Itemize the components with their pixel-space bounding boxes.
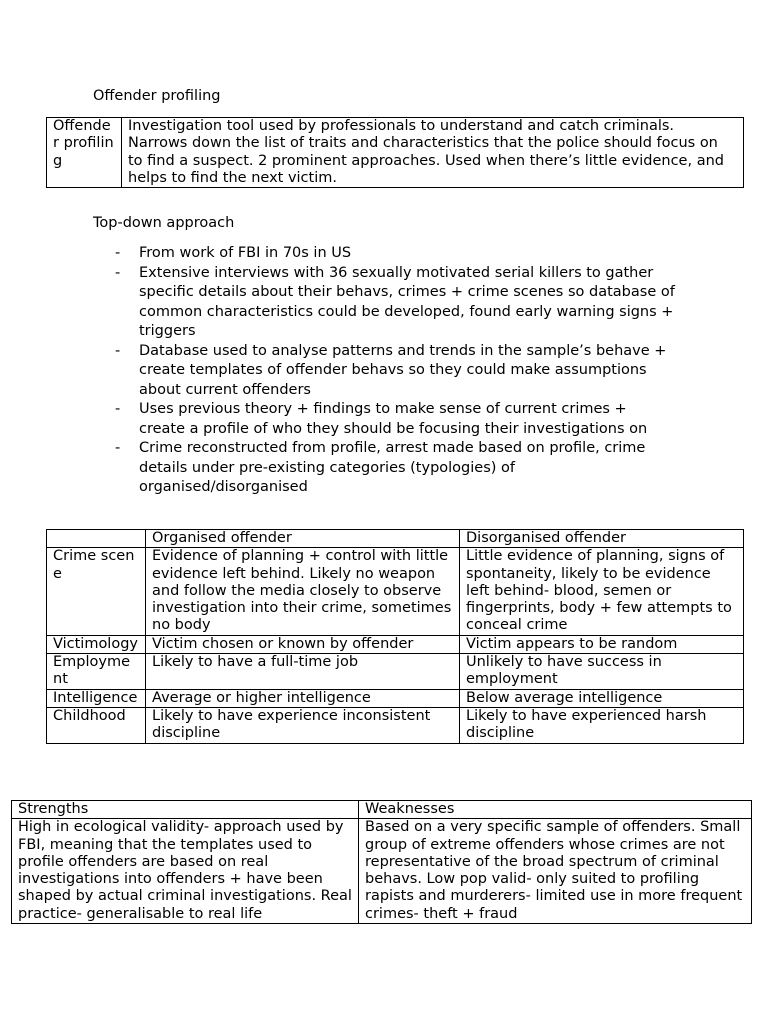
table-row: [47, 635, 744, 653]
table-row: [47, 118, 744, 188]
list-item: [115, 342, 675, 401]
bullet-text: Database used to analyse patterns and trends in the sample’s behave + create templates of offender behavs so they could make assumptions about current offenders: [139, 342, 667, 398]
definition-text: Investigation tool used by professionals to understand and catch criminals. Narrows down the list of traits and characteristics that the police should focus on to find a suspect. 2 prominent approaches. Used when there’s little evidence, and helps to find the next victim.: [122, 118, 744, 188]
disorganised-cell: Unlikely to have success in employment: [460, 654, 744, 690]
definition-table: [46, 117, 744, 188]
table-row: [47, 548, 744, 635]
table-row: [47, 689, 744, 707]
organised-cell: Likely to have experience inconsistent discipline: [146, 707, 460, 743]
row-label: Employment: [47, 654, 146, 690]
weaknesses-cell: Based on a very specific sample of offenders. Small group of extreme offenders whose crimes are not representative of the broad spectrum of criminal behavs. Low pop valid- only suited to profiling rapists and murderers- limited use in more frequent crimes- theft + fraud: [359, 819, 752, 924]
row-label: Crime scene: [47, 548, 146, 635]
organised-cell: Evidence of planning + control with little evidence left behind. Likely no weapon and follow the media closely to observe investigation into their crime, sometimes no body: [146, 548, 460, 635]
strengths-cell: High in ecological validity- approach used by FBI, meaning that the templates used to profile offenders are based on real investigations into offenders + have been shaped by actual criminal investigations. Real practice- generalisable to real life: [12, 819, 359, 924]
table-row: [47, 707, 744, 743]
bullet-list: [115, 244, 675, 498]
bullet-marker: -: [115, 245, 121, 261]
table-header-row: [12, 801, 752, 819]
typology-table: [46, 529, 744, 744]
bullet-text: Extensive interviews with 36 sexually motivated serial killers to gather specific details about their behavs, crimes + crime scenes so database of common characteristics could be developed, found early warning signs + triggers: [139, 264, 675, 339]
header-cell-organised: Organised offender: [146, 530, 460, 548]
disorganised-cell: Likely to have experienced harsh discipline: [460, 707, 744, 743]
list-item: [115, 439, 675, 498]
header-cell-weaknesses: Weaknesses: [359, 801, 752, 819]
bullet-text: From work of FBI in 70s in US: [139, 245, 352, 261]
disorganised-cell: Little evidence of planning, signs of spontaneity, likely to be evidence left behind- blood, semen or fingerprints, body + few attempts to conceal crime: [460, 548, 744, 635]
organised-cell: Average or higher intelligence: [146, 689, 460, 707]
row-label: Childhood: [47, 707, 146, 743]
header-cell: [47, 530, 146, 548]
section-heading: Top-down approach: [93, 215, 235, 231]
table-row: [47, 654, 744, 690]
table-row: [12, 819, 752, 924]
page-title: Offender profiling: [93, 88, 221, 104]
bullet-marker: -: [115, 440, 121, 456]
disorganised-cell: Victim appears to be random: [460, 635, 744, 653]
bullet-marker: -: [115, 342, 121, 359]
organised-cell: Likely to have a full-time job: [146, 654, 460, 690]
bullet-marker: -: [115, 264, 121, 281]
bullet-marker: -: [115, 401, 121, 417]
list-item: [115, 400, 675, 439]
row-label: Intelligence: [47, 689, 146, 707]
list-item: [115, 264, 675, 342]
header-cell-disorganised: Disorganised offender: [460, 530, 744, 548]
list-item: [115, 244, 675, 264]
organised-cell: Victim chosen or known by offender: [146, 635, 460, 653]
evaluation-table: [11, 800, 752, 924]
row-label: Victimology: [47, 635, 146, 653]
bullet-text: Crime reconstructed from profile, arrest made based on profile, crime details under pre-existing categories (typologies) of organised/disorganised: [139, 440, 646, 495]
definition-term: Offender profiling: [47, 118, 122, 188]
header-cell-strengths: Strengths: [12, 801, 359, 819]
disorganised-cell: Below average intelligence: [460, 689, 744, 707]
bullet-text: Uses previous theory + findings to make sense of current crimes + create a profile of who they should be focusing their investigations on: [139, 401, 648, 437]
table-header-row: [47, 530, 744, 548]
